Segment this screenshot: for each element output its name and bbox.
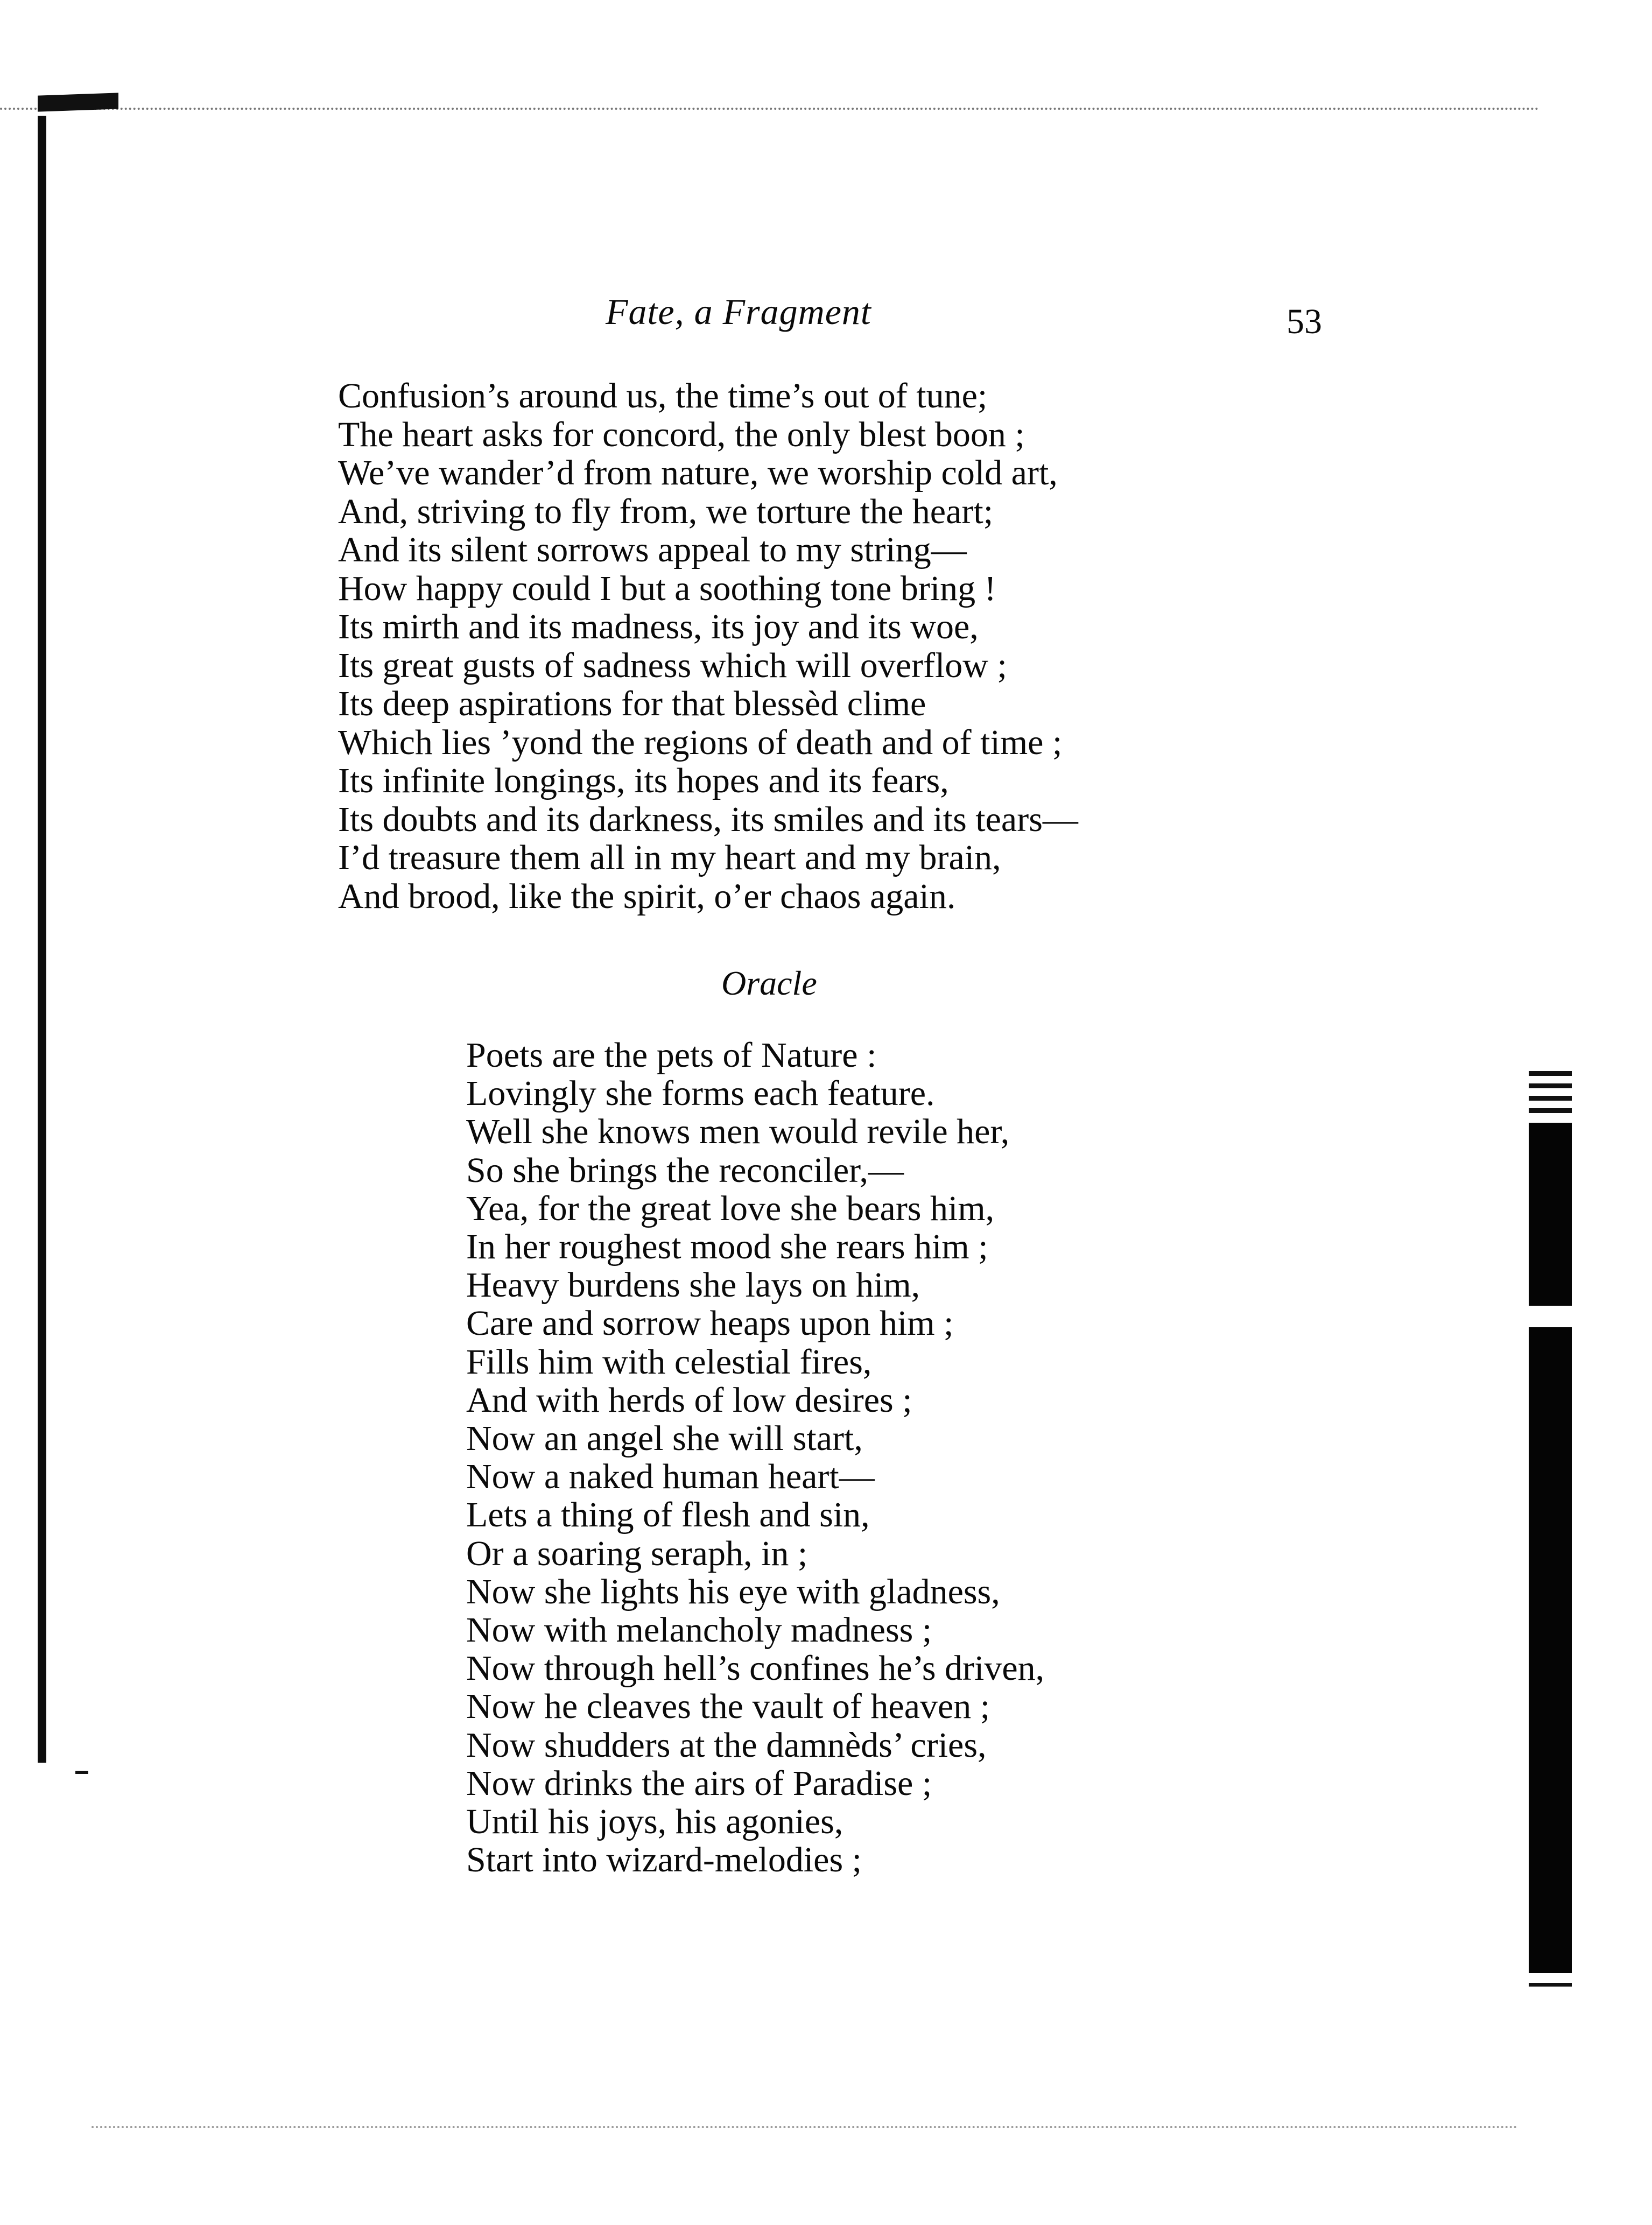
poem-line: Now with melancholy madness ; (466, 1610, 932, 1650)
poem-line: Its deep aspirations for that blessèd clime (338, 684, 926, 723)
poem-line: Heavy burdens she lays on him, (466, 1265, 920, 1305)
poem-line: Lovingly she forms each feature. (466, 1074, 935, 1114)
poem-line: So she brings the reconciler,— (466, 1150, 904, 1190)
poem-line: Now through hell’s confines he’s driven, (466, 1649, 1045, 1688)
poem-line: The heart asks for concord, the only blest boon ; (338, 414, 1025, 454)
poem-line: Well she knows men would revile her, (466, 1112, 1010, 1152)
poem-line: Now drinks the airs of Paradise ; (466, 1763, 932, 1803)
poem-line: Poets are the pets of Nature : (466, 1036, 877, 1075)
poem-fragment-stanza (338, 377, 1468, 916)
poem-line: Its mirth and its madness, its joy and its woe, (338, 607, 979, 646)
poem-line: And with herds of low desires ; (466, 1380, 912, 1420)
poem-line: I’d treasure them all in my heart and my brain, (338, 838, 1001, 877)
oracle-poem-stanza (466, 1036, 1327, 1879)
poem-line: Now an angel she will start, (466, 1419, 863, 1459)
poem-line: And, striving to fly from, we torture the heart; (338, 491, 994, 531)
poem-line: Now he cleaves the vault of heaven ; (466, 1687, 990, 1727)
scan-edge-bottom (92, 2126, 1518, 2128)
poem-line: Its great gusts of sadness which will overflow ; (338, 645, 1007, 685)
running-title: Fate, a Fragment (606, 291, 871, 332)
margin-bar (1529, 1096, 1572, 1101)
binding-edge-tick (75, 1771, 88, 1774)
margin-block (1529, 1327, 1572, 1973)
page-number: 53 (1287, 302, 1322, 341)
poem-line: Yea, for the great love she bears him, (466, 1188, 995, 1228)
poem-line: Now shudders at the damnèds’ cries, (466, 1725, 987, 1765)
binding-edge-cap (38, 93, 118, 111)
poem-line: Or a soaring seraph, in ; (466, 1533, 808, 1573)
poem-line: And brood, like the spirit, o’er chaos again. (338, 876, 956, 916)
poem-line: Start into wizard-melodies ; (466, 1840, 862, 1880)
poem-line: Its infinite longings, its hopes and its fears, (338, 761, 949, 800)
margin-bar (1529, 1983, 1572, 1987)
poem-line: Until his joys, his agonies, (466, 1802, 843, 1842)
poem-line: In her roughest mood she rears him ; (466, 1227, 988, 1267)
binding-edge-rule (38, 116, 46, 1763)
scan-margin-bars (1529, 1071, 1572, 1987)
margin-bar (1529, 1108, 1572, 1113)
poem-line: And its silent sorrows appeal to my string— (338, 530, 967, 569)
section-title-oracle: Oracle (721, 964, 817, 1002)
poem-line: Care and sorrow heaps upon him ; (466, 1304, 954, 1343)
poem-line: Now a naked human heart— (466, 1457, 875, 1497)
poem-line: Lets a thing of flesh and sin, (466, 1495, 870, 1535)
poem-line: Now she lights his eye with gladness, (466, 1572, 1000, 1611)
poem-line: How happy could I but a soothing tone bring ! (338, 568, 996, 608)
poem-line: Which lies ’yond the regions of death and of time ; (338, 722, 1063, 762)
poem-line: Its doubts and its darkness, its smiles and its tears— (338, 799, 1078, 839)
poem-line: Fills him with celestial fires, (466, 1342, 872, 1382)
margin-block (1529, 1123, 1572, 1306)
poem-line: Confusion’s around us, the time’s out of tune; (338, 376, 988, 416)
margin-bar (1529, 1071, 1572, 1076)
poem-line: We’ve wander’d from nature, we worship cold art, (338, 453, 1058, 492)
margin-bar (1529, 1083, 1572, 1088)
scan-edge-top (0, 108, 1539, 110)
